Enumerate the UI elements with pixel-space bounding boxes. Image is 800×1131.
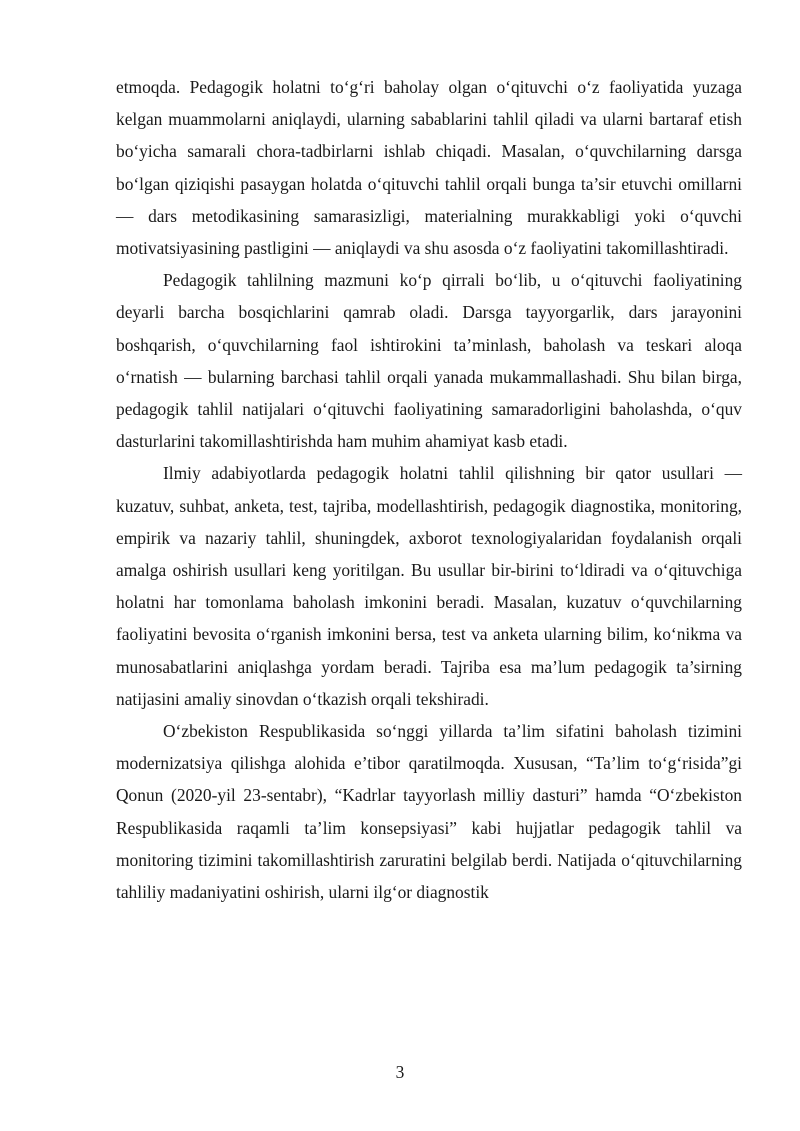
paragraph: Pedagogik tahlilning mazmuni ko‘p qirrali bo‘lib, u o‘qituvchi faoliyatining deyarli barcha bosqichlarini qamrab oladi. Darsga tayyorgarlik, dars jarayonini boshqarish, o‘quvchilarning faol ishtirokini ta’minlash, baholash va teskari aloqa o‘rnatish — bularning barchasi tahlil orqali yanada mukammallashadi. Shu bilan birga, pedagogik tahlil natijalari o‘qituvchi faoliyatining samaradorligini baholashda, o‘quv dasturlarini takomillashtirishda ham muhim ahamiyat kasb etadi.	[116, 270, 742, 452]
paragraph: O‘zbekiston Respublikasida so‘nggi yillarda ta’lim sifatini baholash tizimini modernizatsiya qilishga alohida e’tibor qaratilmoqda. Xususan, “Ta’lim to‘g‘risida”gi Qonun (2020-yil 23-sentabr), “Kadrlar tayyorlash milliy dasturi” hamda “O‘zbekiston Respublikasida raqamli ta’lim konsepsiyasi” kabi hujjatlar pedagogik tahlil va monitoring tizimini takomillashtirish zaruratini belgilab berdi. Natijada o‘qituvchilarning tahliliy madaniyatini oshirish, ularni ilg‘or diagnostik	[116, 721, 742, 903]
page-number: 3	[395, 1062, 405, 1082]
paragraph-continuation: etmoqda. Pedagogik holatni to‘g‘ri baholay olgan o‘qituvchi o‘z faoliyatida yuzaga kelgan muammolarni aniqlaydi, ularning sabablarini tahlil qiladi va ularni bartaraf etish bo‘yicha samarali chora-tadbirlarni ishlab chiqadi. Masalan, o‘quvchilarning darsga bo‘lgan qiziqishi pasaygan holatda o‘qituvchi tahlil orqali bunga ta’sir etuvchi omillarni — dars metodikasining samarasizligi, materialning murakkabligi yoki o‘quvchi motivatsiyasining pastligini — aniqlaydi va shu asosda o‘z faoliyatini takomillashtiradi.	[116, 77, 742, 259]
paragraph: Ilmiy adabiyotlarda pedagogik holatni tahlil qilishning bir qator usullari — kuzatuv, suhbat, anketa, test, tajriba, modellashtirish, pedagogik diagnostika, monitoring, empirik va nazariy tahlil, shuningdek, axborot texnologiyalaridan foydalanish orqali amalga oshirish usullari keng yoritilgan. Bu usullar bir-birini to‘ldiradi va o‘qituvchiga holatni har tomonlama baholash imkonini beradi. Masalan, kuzatuv o‘quvchilarning faoliyatini bevosita o‘rganish imkonini bersa, test va anketa ularning bilim, ko‘nikma va munosabatlarini aniqlashga yordam beradi. Tajriba esa ma’lum pedagogik ta’sirning natijasini amaliy sinovdan o‘tkazish orqali tekshiradi.	[116, 463, 742, 709]
body-text	[116, 71, 742, 908]
